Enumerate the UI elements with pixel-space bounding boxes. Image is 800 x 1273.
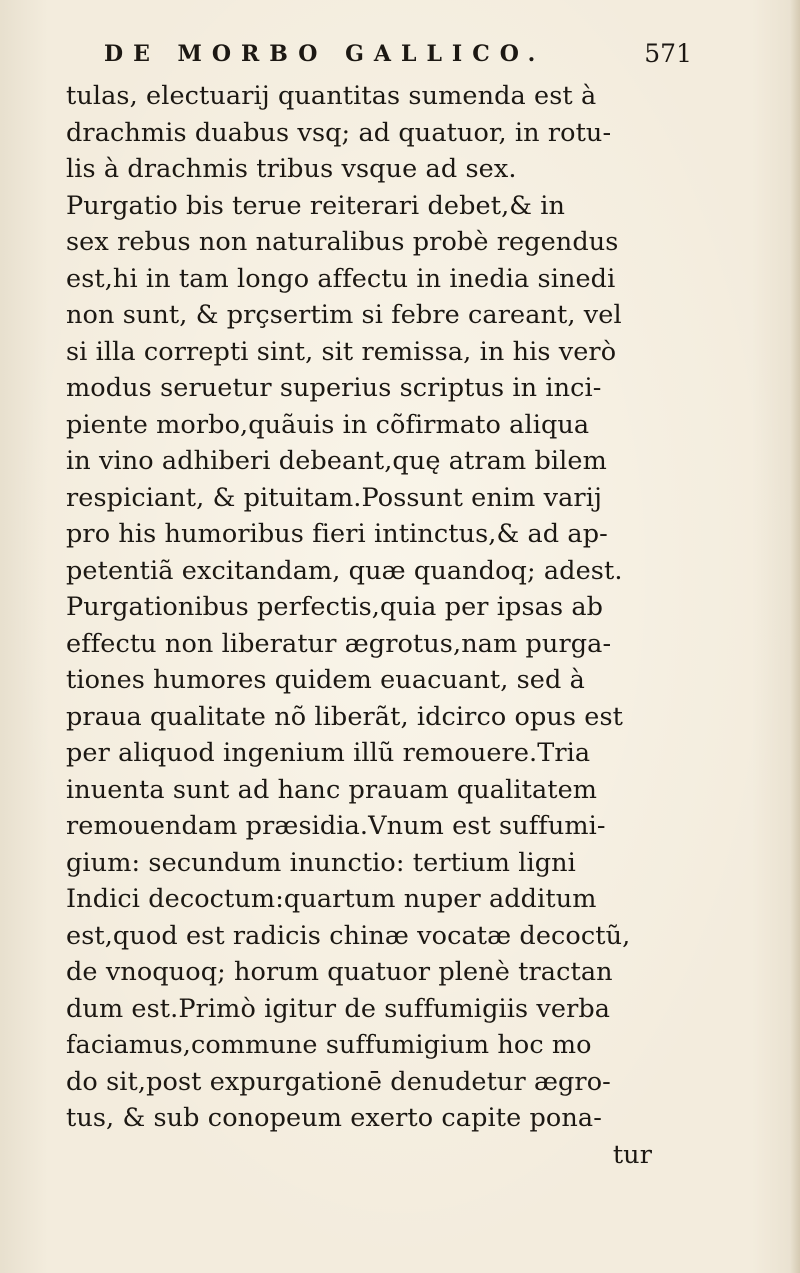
text-line: do sit,post expurgationē denudetur ægro- (66, 1066, 611, 1097)
text-line: drachmis duabus vsq; ad quatuor, in rotu- (66, 117, 612, 148)
text-line: Purgatio bis terue reiterari debet,& in (66, 190, 566, 221)
text-line: Indici decoctum:quartum nuper additum (66, 884, 597, 914)
page-edge-shadow (790, 0, 800, 1273)
text-line: est,hi in tam longo affectu in inedia sinedi (66, 263, 616, 294)
text-line: tulas, electuarij quantitas sumenda est à (66, 81, 597, 111)
text-line: inuenta sunt ad hanc prauam qualitatem (66, 774, 598, 805)
text-line: si illa correpti sint, sit remissa, in his verò (66, 336, 617, 367)
text-line: praua qualitate nõ liberãt, idcirco opus est (66, 701, 624, 732)
text-line: est,quod est radicis chinæ vocatæ decoctũ, (66, 920, 631, 951)
text-line: non sunt, & prçsertim si febre careant, vel (66, 300, 622, 330)
text-line: effectu non liberatur ægrotus,nam purga- (66, 628, 612, 659)
text-line: faciamus,commune suffumigium hoc mo (66, 1030, 592, 1060)
text-line: tus, & sub conopeum exerto capite pona- (66, 1103, 602, 1133)
running-head-title: DE MORBO GALLICO. (104, 41, 546, 67)
text-line: pro his humoribus fieri intinctus,& ad ap- (66, 519, 608, 549)
body-text (66, 78, 716, 1173)
text-line: in vino adhiberi debeant,quę atram bilem (66, 446, 607, 476)
text-line: de vnoquoq; horum quatuor plenè tractan (66, 957, 613, 987)
text-line: remouendam præsidia.Vnum est suffumi- (66, 811, 606, 841)
text-line: gium: secundum inunctio: tertium ligni (66, 847, 576, 878)
text-line: petentiã excitandam, quæ quandoq; adest. (66, 555, 623, 586)
page-number: 571 (644, 39, 692, 68)
running-head (104, 36, 692, 72)
text-line: per aliquod ingenium illũ remouere.Tria (66, 738, 591, 768)
text-line: Purgationibus perfectis,quia per ipsas ab (66, 592, 604, 622)
text-line: dum est.Primò igitur de suffumigiis verba (66, 993, 611, 1024)
text-line: sex rebus non naturalibus probè regendus (66, 227, 619, 257)
text-line: tiones humores quidem euacuant, sed à (66, 665, 585, 695)
catchword: tur (612, 1139, 652, 1170)
text-line: piente morbo,quãuis in cõfirmato aliqua (66, 409, 590, 440)
text-line: lis à drachmis tribus vsque ad sex. (66, 154, 517, 184)
text-line: respiciant, & pituitam.Possunt enim varij (66, 482, 602, 513)
text-line: modus seruetur superius scriptus in inci- (66, 373, 602, 403)
